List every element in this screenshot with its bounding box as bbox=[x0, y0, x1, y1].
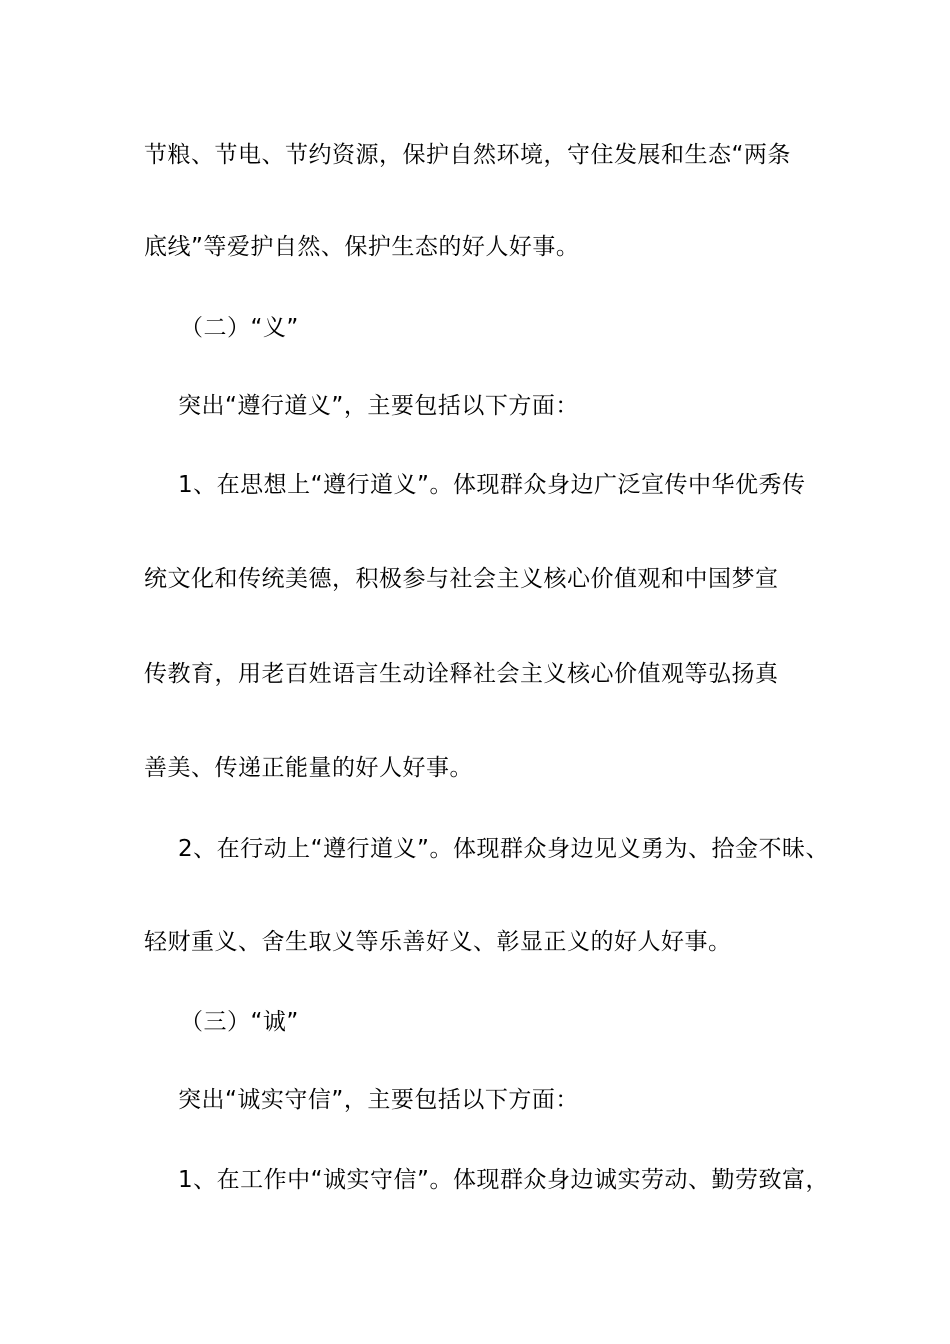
paragraph-line: 统文化和传统美德，积极参与社会主义核心价值观和中国梦宣 bbox=[144, 566, 779, 592]
paragraph-line: 善美、传递正能量的好人好事。 bbox=[144, 755, 473, 781]
section-intro-line: 突出“遵行道义”，主要包括以下方面： bbox=[178, 393, 579, 419]
paragraph-line: 底线”等爱护自然、保护生态的好人好事。 bbox=[144, 234, 580, 260]
list-item-line: 1、在工作中“诚实守信”。体现群众身边诚实劳动、勤劳致富， bbox=[178, 1167, 829, 1193]
list-item-line: 2、在行动上“遵行道义”。体现群众身边见义勇为、拾金不昧、 bbox=[178, 836, 829, 862]
section-heading-cheng: （三）“诚” bbox=[180, 1009, 299, 1035]
paragraph-line: 轻财重义、舍生取义等乐善好义、彰显正义的好人好事。 bbox=[144, 929, 732, 955]
section-heading-yi: （二）“义” bbox=[180, 315, 299, 341]
list-item-line: 1、在思想上“遵行道义”。体现群众身边广泛宣传中华优秀传 bbox=[178, 472, 806, 498]
section-intro-line: 突出“诚实守信”，主要包括以下方面： bbox=[178, 1087, 579, 1113]
paragraph-line: 节粮、节电、节约资源，保护自然环境，守住发展和生态“两条 bbox=[144, 142, 791, 168]
paragraph-line: 传教育，用老百姓语言生动诠释社会主义核心价值观等弘扬真 bbox=[144, 661, 779, 687]
